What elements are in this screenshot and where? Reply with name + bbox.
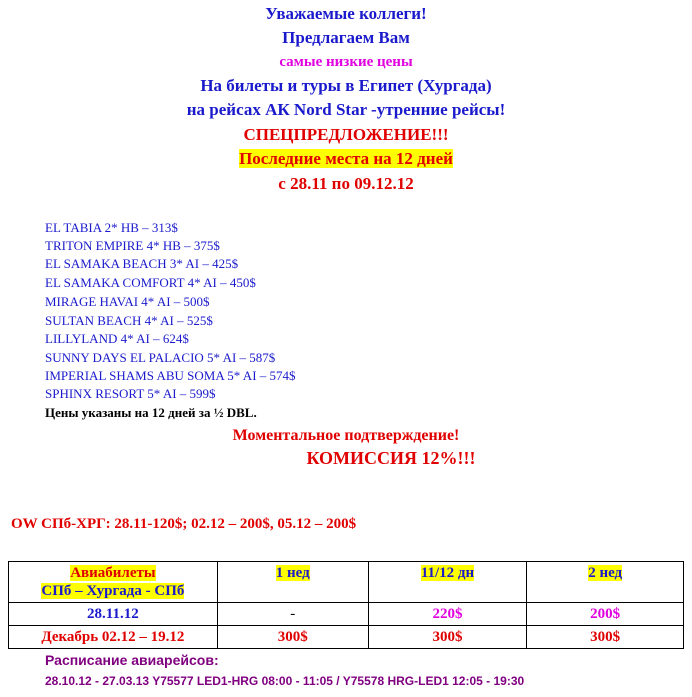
row-date-cell: Декабрь 02.12 – 19.12 xyxy=(9,626,218,649)
hotel-item: SUNNY DAYS EL PALACIO 5* AI – 587$ xyxy=(45,350,276,365)
one-way-prices: OW СПб-ХРГ: 28.11-120$; 02.12 – 200$, 05.12 – 200$ xyxy=(11,516,357,532)
table-row xyxy=(9,603,684,626)
hotel-item: SPHINX RESORT 5* AI – 599$ xyxy=(45,386,216,401)
schedule-line: 28.10.12 - 27.03.13 Y75577 LED1-HRG 08:00 - 11:05 / Y75578 HRG-LED1 12:05 - 19:30 xyxy=(45,674,525,688)
hotel-item: EL SAMAKA BEACH 3* AI – 425$ xyxy=(45,256,239,271)
header-tickets-label: Авиабилеты xyxy=(70,565,156,581)
row-date-cell: 28.11.12 xyxy=(9,603,218,626)
header-cell-tickets xyxy=(9,562,218,603)
special-offer-title: СПЕЦПРЕДЛОЖЕНИЕ!!! xyxy=(243,125,449,144)
row-price-cell: 300$ xyxy=(368,626,527,649)
row-price-cell: 220$ xyxy=(368,603,527,626)
table-row xyxy=(9,626,684,649)
row-price-cell: 300$ xyxy=(217,626,368,649)
hotel-item: EL SAMAKA COMFORT 4* AI – 450$ xyxy=(45,275,256,290)
last-seats-line xyxy=(0,148,692,170)
ticket-price-table xyxy=(8,561,684,649)
hotel-item: LILLYLAND 4* AI – 624$ xyxy=(45,331,189,346)
header-11-12-days-label: 11/12 дн xyxy=(420,565,475,581)
hotel-item: EL TABIA 2* HB – 313$ xyxy=(45,220,178,235)
greeting-line: Уважаемые коллеги! xyxy=(265,4,427,23)
confirmation-line: Моментальное подтверждение! xyxy=(232,427,460,444)
hotel-item: MIRAGE HAVAI 4* AI – 500$ xyxy=(45,294,210,309)
offer-line: Предлагаем Вам xyxy=(282,28,410,47)
row-price-cell: 300$ xyxy=(527,626,684,649)
airline-line: на рейсах АК Nord Star -утренние рейсы! xyxy=(186,100,506,119)
hotel-item: IMPERIAL SHAMS ABU SOMA 5* AI – 574$ xyxy=(45,368,296,383)
header-cell-11-12-days xyxy=(368,562,527,603)
table-header-row xyxy=(9,562,684,603)
header-2-weeks-label: 2 нед xyxy=(588,565,623,581)
schedule-title: Расписание авиарейсов: xyxy=(45,652,219,668)
row-price-cell: - xyxy=(217,603,368,626)
hotel-item: SULTAN BEACH 4* AI – 525$ xyxy=(45,313,213,328)
lowest-prices-line: самые низкие цены xyxy=(279,54,413,70)
header-cell-1-week xyxy=(217,562,368,603)
hotel-item: TRITON EMPIRE 4* HB – 375$ xyxy=(45,238,220,253)
destination-line: На билеты и туры в Египет (Хургада) xyxy=(200,76,492,95)
commission-line: КОМИССИЯ 12%!!! xyxy=(306,448,476,468)
header-1-week-label: 1 нед xyxy=(275,565,310,581)
header-route-label: СПб – Хургада - СПб xyxy=(41,583,185,599)
prices-note: Цены указаны на 12 дней за ½ DBL. xyxy=(45,405,257,420)
last-seats-highlight: Последние места на 12 дней xyxy=(239,149,453,168)
date-range-line: с 28.11 по 09.12.12 xyxy=(278,174,414,193)
row-price-cell: 200$ xyxy=(527,603,684,626)
header-cell-2-weeks xyxy=(527,562,684,603)
